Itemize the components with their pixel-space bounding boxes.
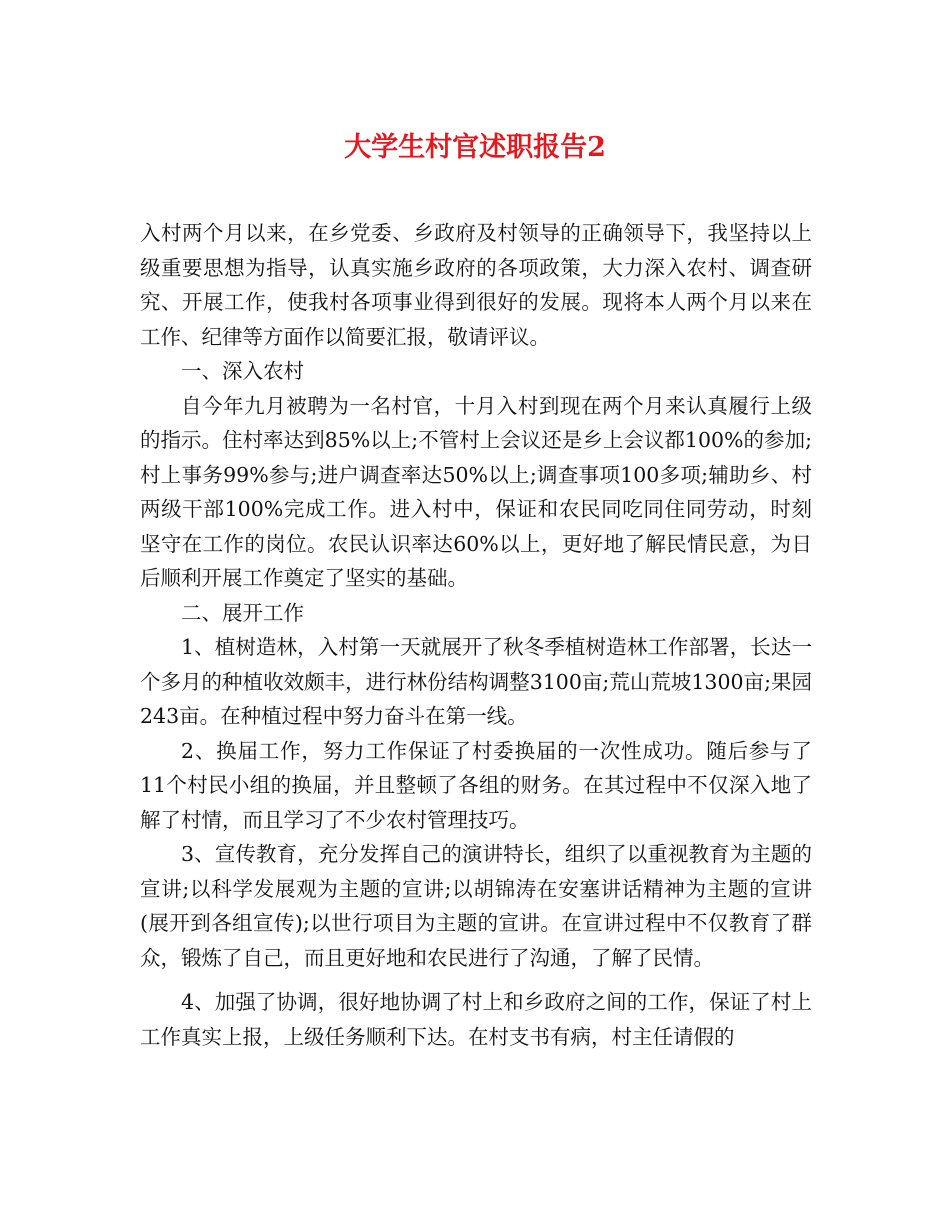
page-title: 大学生村官述职报告2	[344, 132, 606, 163]
section-heading-1: 一、深入农村	[181, 359, 304, 383]
paragraph-rural: 自今年九月被聘为一名村官，十月入村到现在两个月来认真履行上级的指示。住村率达到85%以上;不管村上会议还是乡上会议都100%的参加;村上事务99%参与;进户调查率达50%以上;调查事项100多项;辅助乡、村两级干部100%完成工作。进入村中，保证和农民同吃同住同劳动，时刻坚守在工作的岗位。农民认识率达60%以上，更好地了解民情民意，为日后顺利开展工作奠定了坚实的基础。	[140, 393, 812, 590]
section-heading-2: 二、展开工作	[181, 600, 304, 625]
paragraph-item-4: 4、加强了协调，很好地协调了村上和乡政府之间的工作，保证了村上工作真实上报，上级任务顺利下达。在村支书有病，村主任请假的	[140, 990, 812, 1049]
paragraph-item-3: 3、宣传教育，充分发挥自己的演讲特长，组织了以重视教育为主题的宣讲;以科学发展观为主题的宣讲;以胡锦涛在安塞讲话精神为主题的宣讲(展开到各组宣传);以世行项目为主题的宣讲。在宣讲过程中不仅教育了群众，锻炼了自己，而且更好地和农民进行了沟通，了解了民情。	[140, 842, 812, 970]
paragraph-item-2: 2、换届工作，努力工作保证了村委换届的一次性成功。随后参与了11个村民小组的换届，并且整顿了各组的财务。在其过程中不仅深入地了解了村情，而且学习了不少农村管理技巧。	[140, 738, 812, 832]
document-body	[140, 216, 812, 1054]
intro-paragraph: 入村两个月以来，在乡党委、乡政府及村领导的正确领导下，我坚持以上级重要思想为指导，认真实施乡政府的各项政策，大力深入农村、调查研究、开展工作，使我村各项事业得到很好的发展。现将本人两个月以来在工作、纪律等方面作以简要汇报，敬请评议。	[140, 221, 812, 349]
paragraph-item-1: 1、植树造林，入村第一天就展开了秋冬季植树造林工作部署，长达一个多月的种植收效颇丰，进行林份结构调整3100亩;荒山荒坡1300亩;果园243亩。在种植过程中努力奋斗在第一线。	[140, 635, 812, 728]
